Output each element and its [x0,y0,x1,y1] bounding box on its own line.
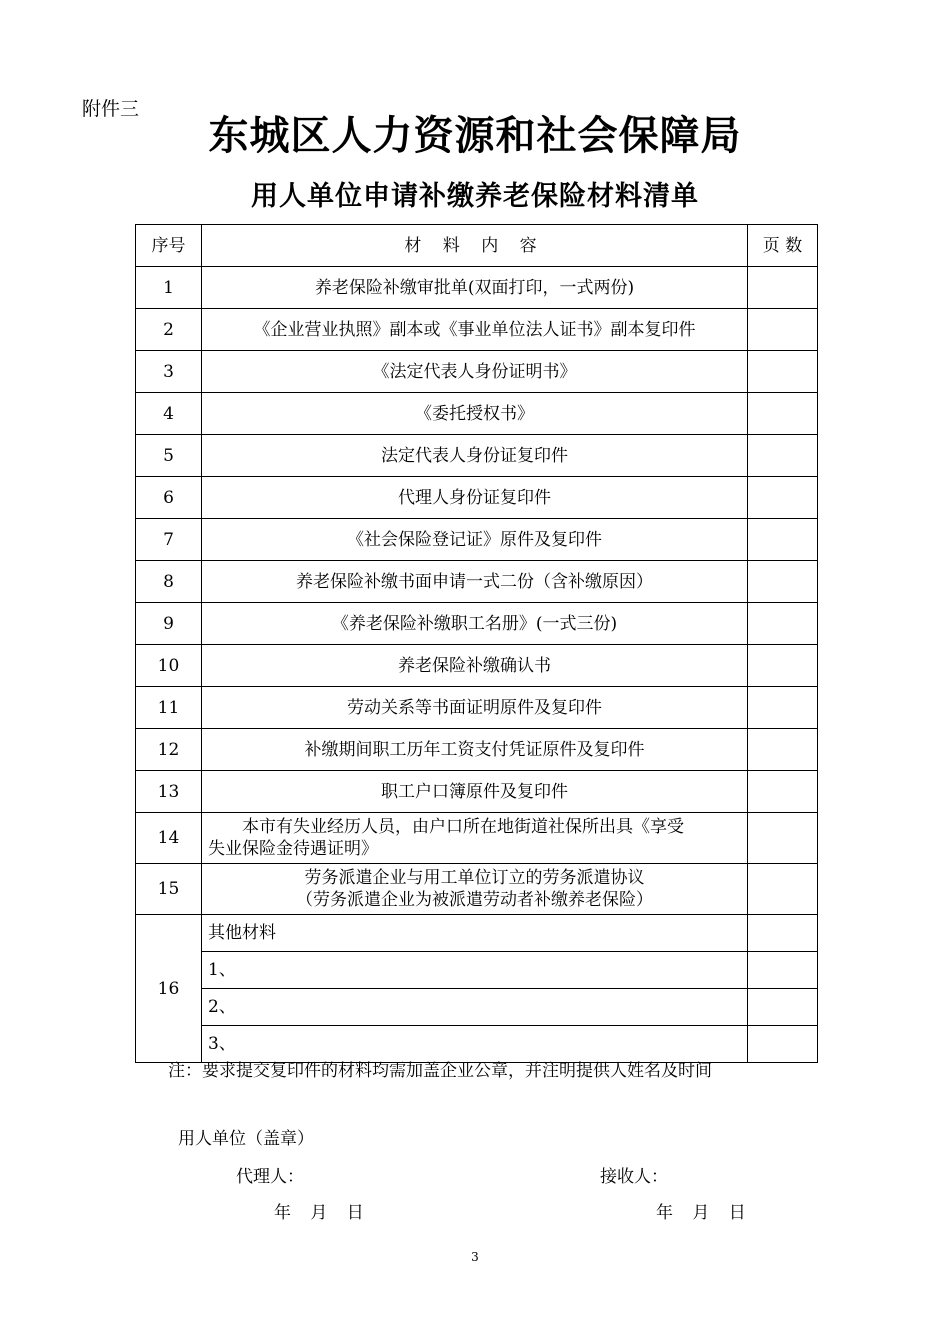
row-content: 劳动关系等书面证明原件及复印件 [202,687,748,729]
row-number: 14 [136,813,202,864]
row-number: 13 [136,771,202,813]
agent-date: 年 月 日 [274,1203,364,1223]
table-row [136,645,818,687]
row-pages-cell [748,393,818,435]
row-number: 3 [136,351,202,393]
row-pages-cell [748,915,818,952]
table-row [136,989,818,1026]
row-content: 《法定代表人身份证明书》 [202,351,748,393]
table-row [136,864,818,915]
row-pages-cell [748,952,818,989]
row-pages-cell [748,813,818,864]
table-row [136,351,818,393]
row-content: 养老保险补缴审批单(双面打印，一式两份) [202,267,748,309]
row-content: 法定代表人身份证复印件 [202,435,748,477]
receiver-label: 接收人： [600,1167,668,1187]
row-pages-cell [748,1026,818,1063]
page-subtitle: 用人单位申请补缴养老保险材料清单 [251,181,699,212]
row-number: 10 [136,645,202,687]
row-pages-cell [748,519,818,561]
page-number: 3 [471,1250,479,1264]
row-content-line: （劳务派遣企业为被派遣劳动者补缴养老保险） [296,890,653,910]
row-number: 7 [136,519,202,561]
row-content: 3、 [202,1026,748,1063]
row-pages-cell [748,267,818,309]
row-number: 12 [136,729,202,771]
row-content-line: 劳务派遣企业与用工单位订立的劳务派遣协议 [304,868,645,888]
table-row [136,561,818,603]
header-content: 材 料 内 容 [202,225,748,267]
table-row [136,729,818,771]
row-content: 《企业营业执照》副本或《事业单位法人证书》副本复印件 [202,309,748,351]
row-pages-cell [748,687,818,729]
employer-seal-label: 用人单位（盖章） [178,1129,314,1149]
table-row [136,952,818,989]
materials-table [135,224,818,1063]
row-number: 16 [136,915,202,1063]
row-pages-cell [748,771,818,813]
row-content [202,864,748,915]
row-content: 《委托授权书》 [202,393,748,435]
row-content: 养老保险补缴确认书 [202,645,748,687]
table-row [136,393,818,435]
row-number: 11 [136,687,202,729]
row-content: 2、 [202,989,748,1026]
agent-label: 代理人： [236,1167,304,1187]
row-pages-cell [748,603,818,645]
row-pages-cell [748,561,818,603]
table-row [136,309,818,351]
row-content: 《社会保险登记证》原件及复印件 [202,519,748,561]
table-row [136,813,818,864]
row-number: 6 [136,477,202,519]
table-row [136,687,818,729]
table-row [136,603,818,645]
row-content [202,813,748,864]
row-content: 职工户口簿原件及复印件 [202,771,748,813]
row-content-line: 失业保险金待遇证明》 [208,839,378,859]
row-pages-cell [748,435,818,477]
row-number: 8 [136,561,202,603]
row-pages-cell [748,477,818,519]
table-row [136,771,818,813]
table-row [136,435,818,477]
row-pages-cell [748,989,818,1026]
row-number: 9 [136,603,202,645]
row-number: 15 [136,864,202,915]
row-pages-cell [748,729,818,771]
row-number: 5 [136,435,202,477]
table-row [136,915,818,952]
table-row [136,519,818,561]
table-row [136,267,818,309]
row-content: 其他材料 [202,915,748,952]
row-content: 补缴期间职工历年工资支付凭证原件及复印件 [202,729,748,771]
row-number: 2 [136,309,202,351]
footnote: 注：要求提交复印件的材料均需加盖企业公章，并注明提供人姓名及时间 [168,1061,712,1081]
page-title: 东城区人力资源和社会保障局 [208,113,742,159]
table-header-row [136,225,818,267]
row-pages-cell [748,351,818,393]
row-number: 1 [136,267,202,309]
row-content: 养老保险补缴书面申请一式二份（含补缴原因） [202,561,748,603]
row-pages-cell [748,309,818,351]
row-content: 1、 [202,952,748,989]
row-content: 代理人身份证复印件 [202,477,748,519]
attachment-label: 附件三 [82,98,140,120]
row-pages-cell [748,864,818,915]
row-content-line: 本市有失业经历人员，由户口所在地街道社保所出具《享受 [242,817,684,837]
row-number: 4 [136,393,202,435]
table-row [136,477,818,519]
header-pages: 页 数 [748,225,818,267]
row-content: 《养老保险补缴职工名册》(一式三份) [202,603,748,645]
receiver-date: 年 月 日 [656,1203,746,1223]
header-no: 序号 [136,225,202,267]
row-pages-cell [748,645,818,687]
